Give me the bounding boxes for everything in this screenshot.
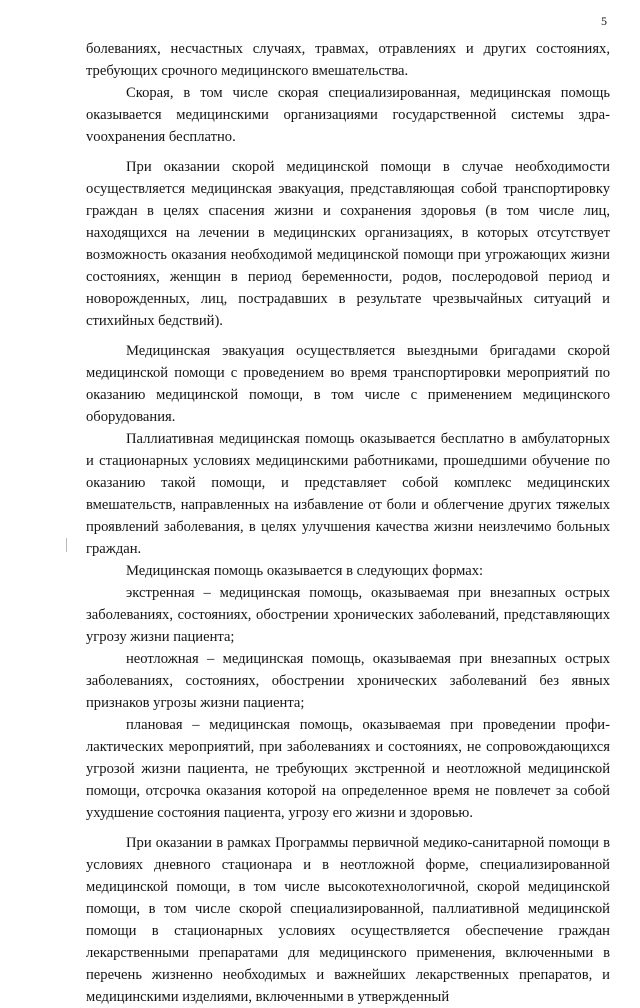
list-item-planned: плановая – медицинская помощь, оказываемая при проведении профилактических мероприятий, при заболеваниях и состояниях, не сопровождающихся угрозой жизни пациента, не требующих экстренной и неотложной медицинской помощи, отсрочка оказания которой на определенное время не повлечет за собой ухудшение состояния пациента, угрозу его жизни и здоровью. (86, 717, 610, 821)
document-body (86, 38, 610, 1008)
page-number: 5 (601, 14, 607, 28)
paragraph-ambulance-free: Скорая, в том числе скорая специализированная, медицинская помощь оказывается медицинскими организациями государственной системы здраvоохранения бесплатно. (86, 85, 610, 145)
margin-mark (66, 538, 67, 552)
paragraph-continuation: болеваниях, несчастных случаях, травмах, отравлениях и других состояниях, требующих срочного медицинского вмешательства. (86, 41, 610, 79)
paragraph-evacuation: При оказании скорой медицинской помощи в случае необходимости осуществляется медицинская эвакуация, представляющая собой транспортировку граждан в целях спасения жизни и сохранения здоровья (в том числе лиц, находящихся на лечении в медицинских организациях, в которых отсутствует возможность оказания необходимой медицинской помощи при угрожающих жизни состояниях, женщин в период беременности, родов, послеродовой период и новорожденных, лиц, пострадавших в результате чрезвычайных ситуаций и стихийных бедствий). (86, 159, 610, 329)
paragraph-forms-intro: Медицинская помощь оказывается в следующих формах: (126, 563, 484, 579)
list-item-emergency: экстренная – медицинская помощь, оказываемая при внезапных острых заболеваниях, состояниях, обострении хронических заболеваний, представляющих угрозу жизни пациента; (86, 585, 610, 645)
paragraph-palliative: Паллиативная медицинская помощь оказывается бесплатно в амбулаторных и стационарных условиях медицинскими работниками, прошедшими обучение по оказанию такой помощи, и представляет собой комплекс медицинских вмешательств, направленных на избавление от боли и облегчение других тяжелых проявлений заболевания, в целях улучшения качества жизни неизлечимо больных граждан. (86, 431, 610, 557)
paragraph-program-provision: При оказании в рамках Программы первичной медико-санитарной помощи в условиях дневного стационара и в неотложной форме, специализированной медицинской помощи, в том числе высокотехнологичной, скорой медицинской помощи, в том числе скорой специализированной, паллиативной медицинской помощи в стационарных условиях осуществляется обеспечение граждан лекарственными препаратами для медицинского применения, включенными в перечень жизненно необходимых и важнейших лекарственных препаратов, и медицинскими изделиями, включенными в утвержденный (86, 835, 610, 1005)
paragraph-evacuation-teams: Медицинская эвакуация осуществляется выездными бригадами скорой медицинской помощи с проведением во время транспортировки мероприятий по оказанию медицинской помощи, в том числе с применением медицинского оборудования. (86, 343, 610, 425)
list-item-urgent: неотложная – медицинская помощь, оказываемая при внезапных острых заболеваниях, состояниях, обострении хронических заболеваний без явных признаков угрозы жизни пациента; (86, 651, 610, 711)
